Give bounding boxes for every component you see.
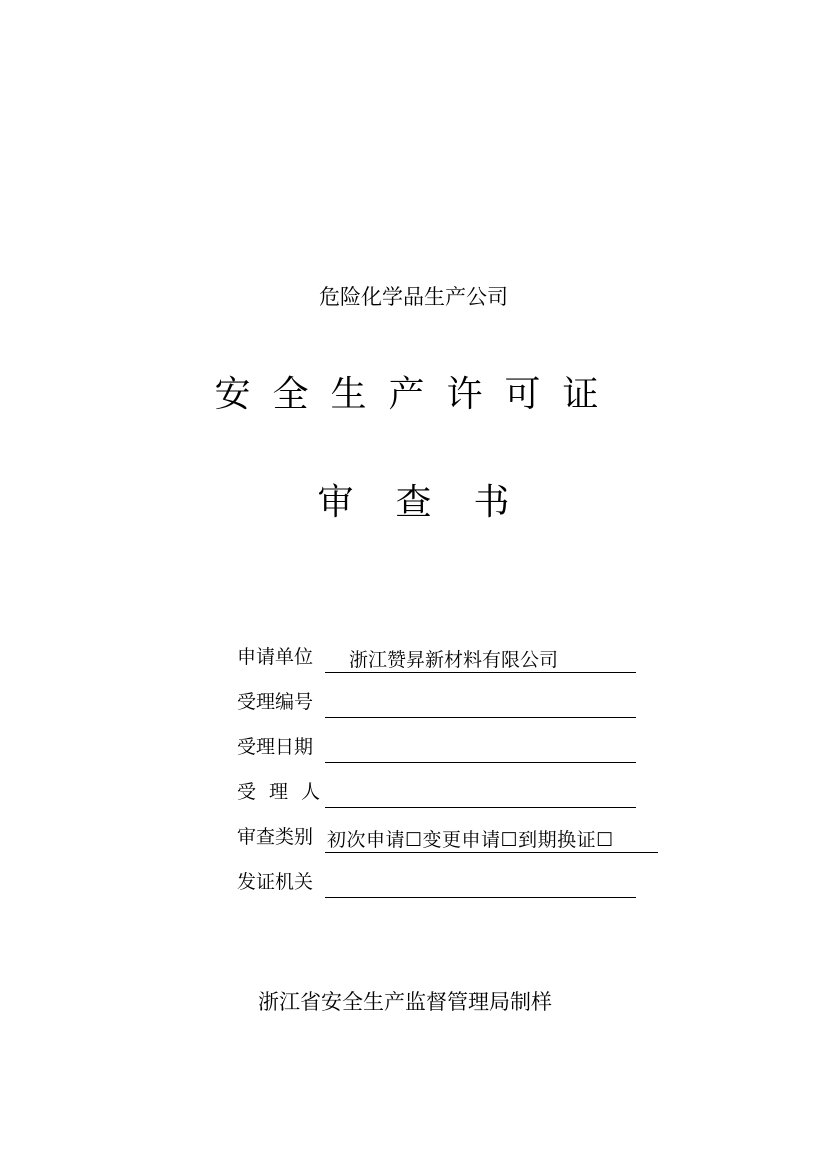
document-title: 安全生产许可证 [214,374,621,415]
applicant-value: 浙江赞昇新材料有限公司 [349,649,559,671]
form-row-acceptance-number [237,673,677,718]
issuing-authority-label: 发证机关 [237,871,314,893]
document-subtitle: 审查书 [317,482,552,523]
acceptance-number-field[interactable] [325,692,636,718]
form-row-acceptor [237,763,677,808]
acceptance-date-label: 受理日期 [237,736,314,758]
acceptance-date-field[interactable] [325,737,636,763]
issuer-footer: 浙江省安全生产监督管理局制样 [258,990,552,1014]
review-category-options[interactable]: 初次申请☐变更申请☐到期换证☐ [325,827,658,853]
issuing-authority-field[interactable] [325,872,636,898]
acceptor-label: 受理人 [237,781,334,803]
acceptor-field[interactable] [325,782,636,808]
acceptance-number-label: 受理编号 [237,691,314,713]
form-row-issuing-authority [237,853,677,898]
company-type-heading: 危险化学品生产公司 [319,285,508,309]
form-row-applicant [237,628,677,673]
applicant-field[interactable] [325,647,636,673]
form-row-acceptance-date [237,718,677,763]
review-category-label: 审查类别 [237,826,314,848]
application-form [237,628,677,898]
applicant-label: 申请单位 [237,646,314,668]
form-row-review-category [237,808,677,853]
